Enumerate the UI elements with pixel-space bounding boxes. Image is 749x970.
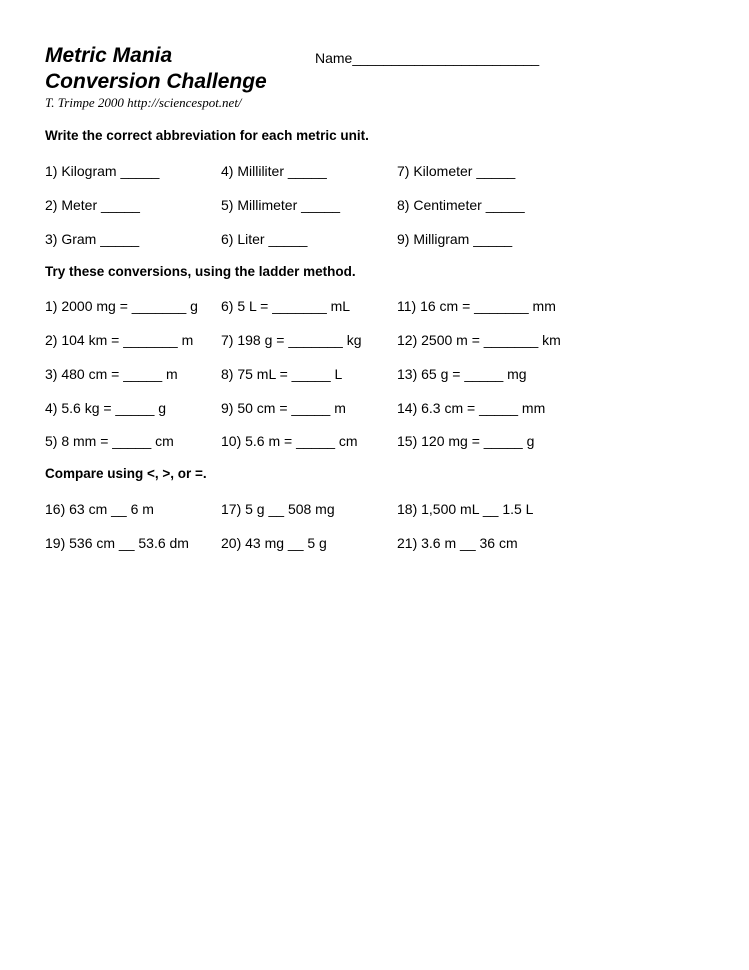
abbrev-item-8: 8) Centimeter _____ — [397, 197, 525, 213]
conversion-item-13: 13) 65 g = _____ mg — [397, 366, 527, 382]
abbrev-item-2: 2) Meter _____ — [45, 197, 140, 213]
section-abbreviations-heading: Write the correct abbreviation for each metric unit. — [45, 128, 369, 143]
abbrev-item-3: 3) Gram _____ — [45, 231, 140, 247]
conversion-item-2: 2) 104 km = _______ m — [45, 332, 194, 348]
abbrev-item-7: 7) Kilometer _____ — [397, 163, 516, 179]
conversion-item-10: 10) 5.6 m = _____ cm — [221, 433, 358, 449]
abbrev-item-5: 5) Millimeter _____ — [221, 197, 341, 213]
abbrev-item-4: 4) Milliliter _____ — [221, 163, 327, 179]
conversion-item-5: 5) 8 mm = _____ cm — [45, 433, 174, 449]
conversion-item-4: 4) 5.6 kg = _____ g — [45, 400, 167, 416]
conversion-item-12: 12) 2500 m = _______ km — [397, 332, 561, 348]
section-compare-heading: Compare using <, >, or =. — [45, 466, 207, 481]
conversion-item-11: 11) 16 cm = _______ mm — [397, 298, 556, 314]
compare-item-18: 18) 1,500 mL __ 1.5 L — [397, 501, 534, 517]
abbrev-item-6: 6) Liter _____ — [221, 231, 308, 247]
conversion-item-14: 14) 6.3 cm = _____ mm — [397, 400, 546, 416]
author-credit: T. Trimpe 2000 http://sciencespot.net/ — [45, 95, 242, 110]
compare-item-21: 21) 3.6 m __ 36 cm — [397, 535, 518, 551]
conversion-item-7: 7) 198 g = _______ kg — [221, 332, 362, 348]
abbrev-item-9: 9) Milligram _____ — [397, 231, 513, 247]
conversion-item-8: 8) 75 mL = _____ L — [221, 366, 343, 382]
conversion-item-6: 6) 5 L = _______ mL — [221, 298, 351, 314]
conversion-item-9: 9) 50 cm = _____ m — [221, 400, 346, 416]
conversion-item-15: 15) 120 mg = _____ g — [397, 433, 535, 449]
compare-item-20: 20) 43 mg __ 5 g — [221, 535, 327, 551]
name-field[interactable]: Name________________________ — [315, 50, 540, 66]
conversion-item-3: 3) 480 cm = _____ m — [45, 366, 178, 382]
abbrev-item-1: 1) Kilogram _____ — [45, 163, 160, 179]
compare-item-17: 17) 5 g __ 508 mg — [221, 501, 335, 517]
worksheet-title: Metric Mania — [45, 44, 173, 67]
section-conversions-heading: Try these conversions, using the ladder method. — [45, 264, 356, 279]
worksheet-subtitle: Conversion Challenge — [45, 70, 267, 93]
compare-item-19: 19) 536 cm __ 53.6 dm — [45, 535, 189, 551]
compare-item-16: 16) 63 cm __ 6 m — [45, 501, 154, 517]
conversion-item-1: 1) 2000 mg = _______ g — [45, 298, 198, 314]
